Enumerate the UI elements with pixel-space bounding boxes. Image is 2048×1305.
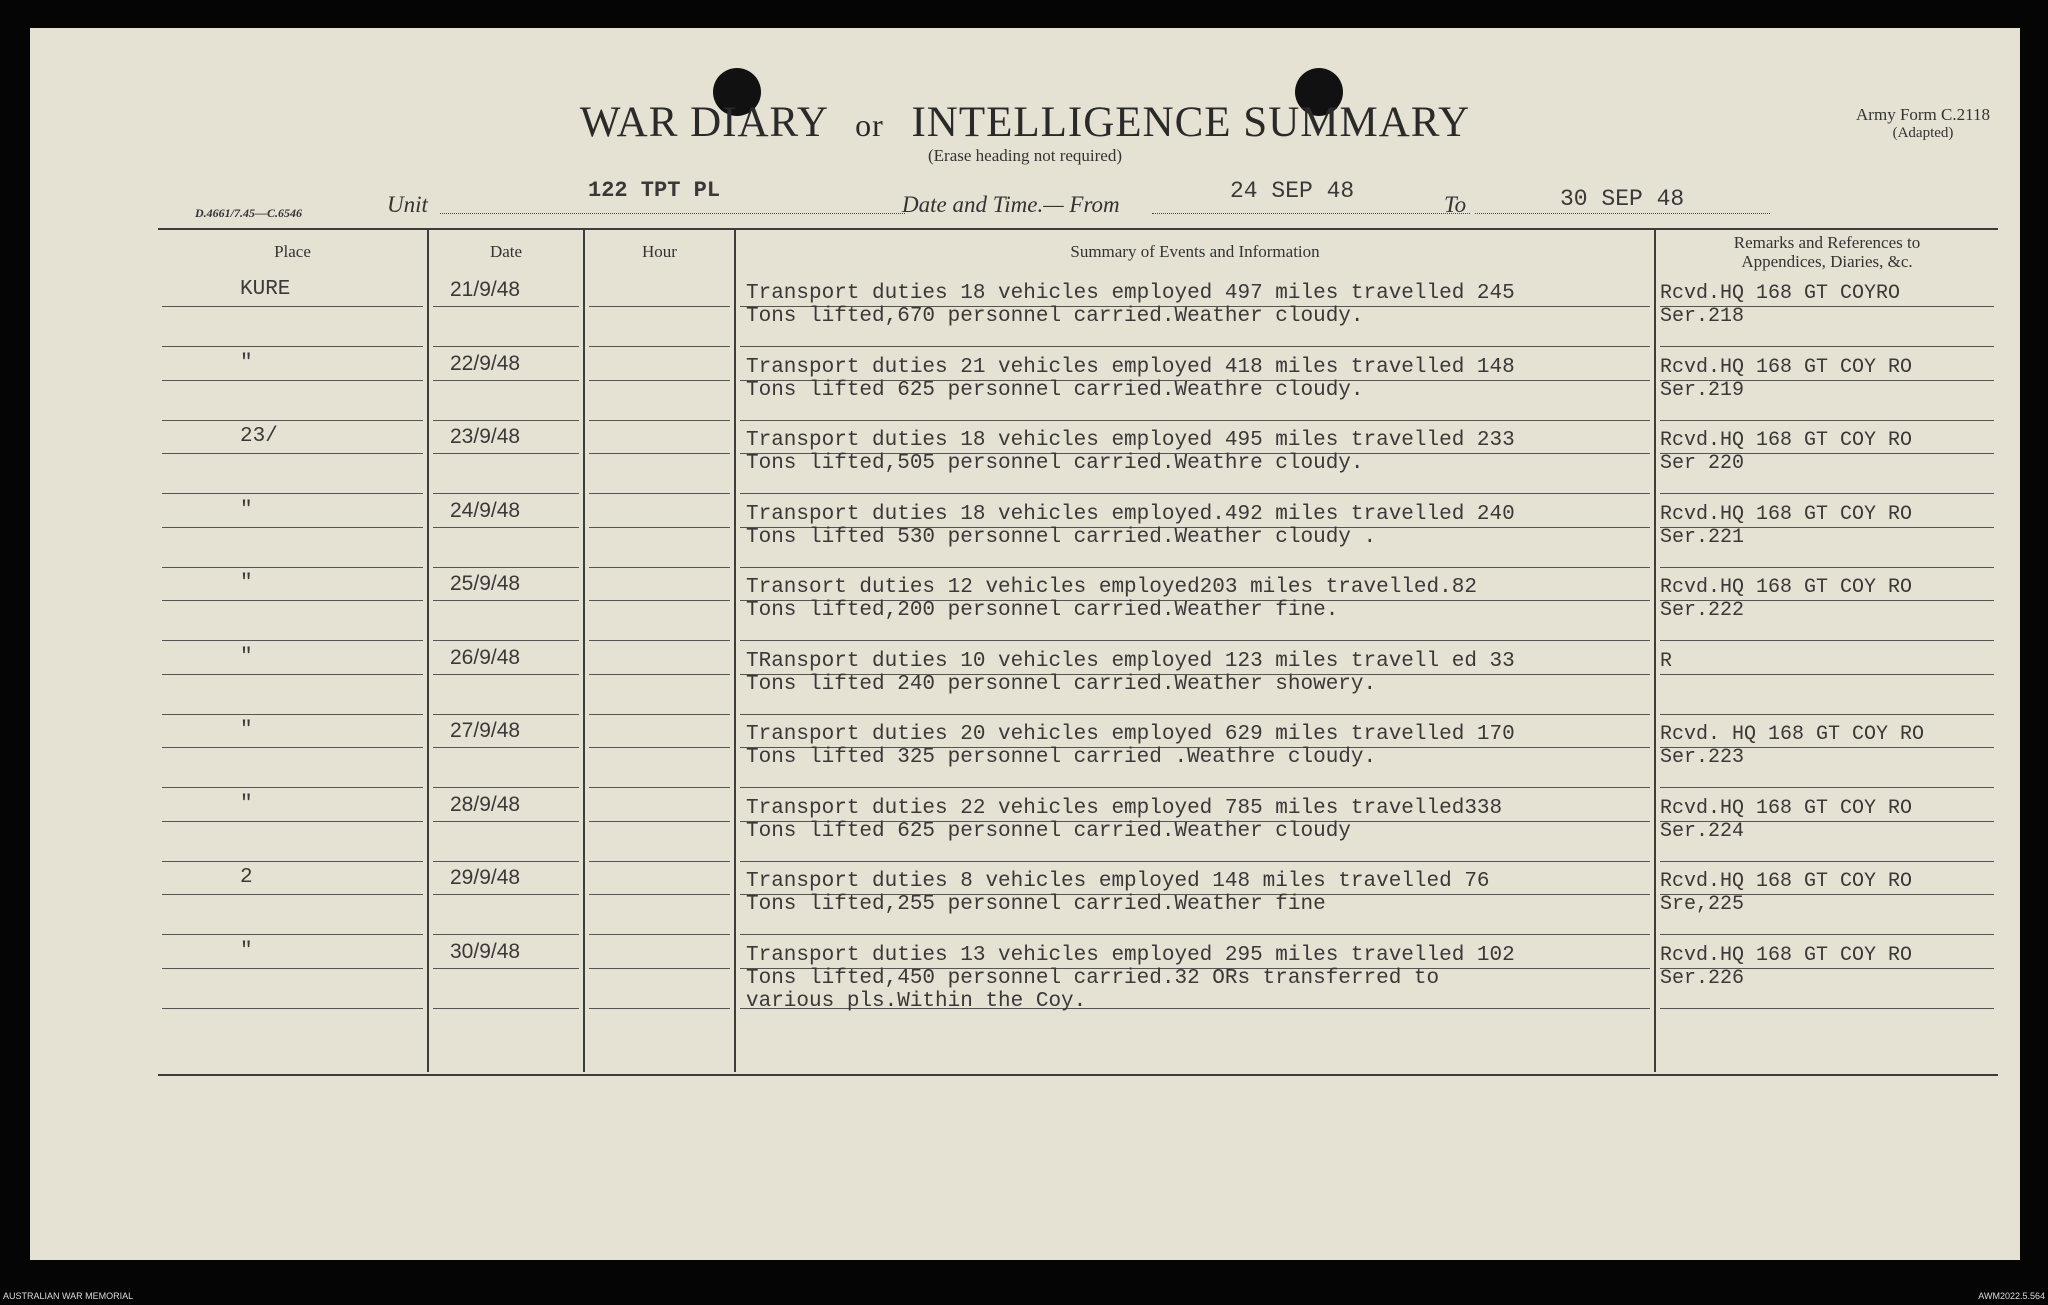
row-rule xyxy=(162,420,423,421)
place-cell: KURE xyxy=(240,278,291,301)
row-rule xyxy=(162,453,423,454)
summary-line: Tons lifted,255 personnel carried.Weather fine xyxy=(746,893,1326,916)
unit-label: Unit xyxy=(387,192,428,217)
unit-dotted-line xyxy=(440,213,905,214)
row-rule xyxy=(433,1008,579,1009)
date-cell: 30/9/48 xyxy=(450,939,521,963)
row-rule xyxy=(162,493,423,494)
summary-line: Transport duties 13 vehicles employed 295 miles travelled 102 xyxy=(746,943,1515,967)
row-rule xyxy=(589,787,730,788)
remarks-line: Ser 220 xyxy=(1660,452,1745,475)
summary-line: Transport duties 18 vehicles employed 497 miles travelled 245 xyxy=(746,282,1515,305)
summary-line: Tons lifted,505 personnel carried.Weathre cloudy. xyxy=(746,452,1364,475)
summary-line: Tons lifted,670 personnel carried.Weather cloudy. xyxy=(746,305,1364,328)
row-rule xyxy=(433,714,579,715)
header-summary: Summary of Events and Information xyxy=(1070,242,1320,261)
summary-line: Transport duties 20 vehicles employed 629 miles travelled 170 xyxy=(746,723,1515,746)
row-rule xyxy=(740,861,1650,862)
place-cell: " xyxy=(240,645,253,669)
remarks-line: Sre,225 xyxy=(1660,893,1745,916)
row-rule xyxy=(162,306,423,307)
row-rule xyxy=(589,968,730,969)
row-rule xyxy=(162,527,423,528)
army-form-label: Army Form C.2118 (Adapted) xyxy=(1856,105,1990,141)
row-rule xyxy=(433,346,579,347)
row-rule xyxy=(433,420,579,421)
row-rule xyxy=(433,640,579,641)
row-rule xyxy=(740,346,1650,347)
row-rule xyxy=(1660,346,1994,347)
row-rule xyxy=(589,821,730,822)
row-rule xyxy=(162,1008,423,1009)
table-bottom-rule xyxy=(158,1074,1998,1076)
row-rule xyxy=(1660,714,1994,715)
row-rule xyxy=(589,894,730,895)
row-rule xyxy=(589,306,730,307)
remarks-line: Rcvd.HQ 168 GT COY RO xyxy=(1660,870,1913,893)
row-rule xyxy=(162,787,423,788)
from-value: 24 SEP 48 xyxy=(1230,178,1355,204)
row-rule xyxy=(162,714,423,715)
form-number: D.4661/7.45—C.6546 xyxy=(195,206,303,220)
row-rule xyxy=(433,600,579,601)
row-rule xyxy=(1660,493,1994,494)
date-cell: 28/9/48 xyxy=(450,792,521,816)
header-remarks: Remarks and References to Appendices, Diaries, &c. xyxy=(1733,233,1921,271)
row-rule xyxy=(740,640,1650,641)
row-rule xyxy=(589,453,730,454)
row-rule xyxy=(433,968,579,969)
row-rule xyxy=(162,640,423,641)
row-rule xyxy=(162,894,423,895)
summary-line: Transport duties 18 vehicles employed.492 miles travelled 240 xyxy=(746,502,1515,526)
header-hour: Hour xyxy=(642,242,677,261)
row-rule xyxy=(162,934,423,935)
place-cell: 23/ xyxy=(240,425,278,448)
diary-page xyxy=(30,28,2020,1260)
place-cell: " xyxy=(240,719,253,742)
summary-line: Transort duties 12 vehicles employed203 miles travelled.82 xyxy=(746,576,1477,599)
summary-line: Transport duties 8 vehicles employed 148 miles travelled 76 xyxy=(746,870,1490,893)
summary-line: Transport duties 22 vehicles employed 785 miles travelled338 xyxy=(746,796,1503,820)
summary-line: TRansport duties 10 vehicles employed 123 miles travell ed 33 xyxy=(746,649,1515,673)
row-rule xyxy=(433,894,579,895)
date-cell: 29/9/48 xyxy=(450,866,521,889)
summary-line: Tons lifted 625 personnel carried.Weathre cloudy. xyxy=(746,378,1364,402)
date-cell: 22/9/48 xyxy=(450,351,521,375)
row-rule xyxy=(1660,420,1994,421)
remarks-line: Ser.223 xyxy=(1660,746,1745,769)
row-rule xyxy=(433,493,579,494)
summary-line: various pls.Within the Coy. xyxy=(746,989,1087,1013)
remarks-line: Ser.221 xyxy=(1660,525,1745,549)
page-subtitle: (Erase heading not required) xyxy=(928,146,1122,165)
row-rule xyxy=(433,861,579,862)
from-dotted-line xyxy=(1152,213,1470,214)
summary-line: Tons lifted 625 personnel carried.Weather cloudy xyxy=(746,819,1351,843)
row-rule xyxy=(740,420,1650,421)
row-rule xyxy=(433,567,579,568)
summary-line: Tons lifted 530 personnel carried.Weather cloudy . xyxy=(746,525,1377,549)
to-label: To xyxy=(1444,192,1467,217)
remarks-line: Ser.222 xyxy=(1660,599,1745,622)
remarks-line: Rcvd.HQ 168 GT COY RO xyxy=(1660,429,1913,452)
row-rule xyxy=(740,714,1650,715)
row-rule xyxy=(740,493,1650,494)
summary-line: Transport duties 18 vehicles employed 495 miles travelled 233 xyxy=(746,429,1515,452)
date-cell: 26/9/48 xyxy=(450,645,521,669)
footer-reference: AWM2022.5.564 xyxy=(1978,1291,2045,1301)
date-cell: 24/9/48 xyxy=(450,498,521,522)
row-rule xyxy=(589,861,730,862)
summary-line: Transport duties 21 vehicles employed 418 miles travelled 148 xyxy=(746,355,1515,379)
remarks-line: Rcvd.HQ 168 GT COY RO xyxy=(1660,796,1913,820)
page-title: WAR DIARY or INTELLIGENCE SUMMARY xyxy=(579,99,1471,146)
row-rule xyxy=(162,600,423,601)
row-rule xyxy=(589,934,730,935)
place-cell: " xyxy=(240,939,253,963)
row-rule xyxy=(433,934,579,935)
row-rule xyxy=(589,600,730,601)
row-rule xyxy=(162,821,423,822)
header-date: Date xyxy=(489,242,523,261)
row-rule xyxy=(740,567,1650,568)
table-top-rule xyxy=(158,228,1998,230)
remarks-line: Ser.219 xyxy=(1660,378,1745,402)
remarks-line: Rcvd.HQ 168 GT COYRO xyxy=(1660,282,1901,305)
row-rule xyxy=(589,674,730,675)
row-rule xyxy=(1660,934,1994,935)
row-rule xyxy=(589,714,730,715)
remarks-line: R xyxy=(1660,649,1673,673)
row-rule xyxy=(589,747,730,748)
row-rule xyxy=(1660,567,1994,568)
row-rule xyxy=(433,380,579,381)
remarks-line: Ser.224 xyxy=(1660,819,1745,843)
summary-line: Tons lifted,450 personnel carried.32 ORs transferred to xyxy=(746,966,1440,990)
row-rule xyxy=(1660,787,1994,788)
row-rule xyxy=(740,787,1650,788)
summary-line: Tons lifted,200 personnel carried.Weather fine. xyxy=(746,599,1339,622)
remarks-line: Rcvd.HQ 168 GT COY RO xyxy=(1660,943,1913,967)
row-rule xyxy=(162,346,423,347)
row-rule xyxy=(740,934,1650,935)
row-rule xyxy=(1660,861,1994,862)
row-rule xyxy=(433,674,579,675)
date-time-label: Date and Time.— From xyxy=(902,192,1120,217)
row-rule xyxy=(1660,1008,1994,1009)
date-cell: 23/9/48 xyxy=(450,425,521,448)
row-rule xyxy=(433,527,579,528)
row-rule xyxy=(433,453,579,454)
row-rule xyxy=(1660,640,1994,641)
place-cell: " xyxy=(240,792,253,816)
row-rule xyxy=(589,640,730,641)
to-dotted-line xyxy=(1475,213,1770,214)
header-place: Place xyxy=(274,242,311,261)
row-rule xyxy=(162,968,423,969)
remarks-line: Rcvd.HQ 168 GT COY RO xyxy=(1660,502,1913,526)
remarks-line: Ser.226 xyxy=(1660,966,1745,990)
row-rule xyxy=(162,861,423,862)
row-rule xyxy=(162,674,423,675)
row-rule xyxy=(589,420,730,421)
row-rule xyxy=(162,380,423,381)
place-cell: 2 xyxy=(240,866,253,889)
date-cell: 27/9/48 xyxy=(450,719,521,742)
place-cell: " xyxy=(240,351,253,375)
row-rule xyxy=(162,747,423,748)
row-rule xyxy=(433,787,579,788)
remarks-line: Rcvd.HQ 168 GT COY RO xyxy=(1660,355,1913,379)
row-rule xyxy=(589,493,730,494)
row-rule xyxy=(589,527,730,528)
remarks-line: Ser.218 xyxy=(1660,305,1745,328)
place-cell: " xyxy=(240,498,253,522)
row-rule xyxy=(589,380,730,381)
to-value: 30 SEP 48 xyxy=(1560,186,1685,212)
date-cell: 25/9/48 xyxy=(450,572,521,595)
footer-credit: AUSTRALIAN WAR MEMORIAL xyxy=(3,1291,134,1301)
column-divider xyxy=(1654,230,1656,1072)
row-rule xyxy=(589,346,730,347)
remarks-line: Rcvd. HQ 168 GT COY RO xyxy=(1660,723,1925,746)
row-rule xyxy=(589,567,730,568)
column-divider xyxy=(734,230,736,1072)
remarks-line: Rcvd.HQ 168 GT COY RO xyxy=(1660,576,1913,599)
summary-line: Tons lifted 325 personnel carried .Weathre cloudy. xyxy=(746,746,1377,769)
row-rule xyxy=(433,306,579,307)
column-divider xyxy=(583,230,585,1072)
column-divider xyxy=(427,230,429,1072)
row-rule xyxy=(162,567,423,568)
row-rule xyxy=(433,747,579,748)
place-cell: " xyxy=(240,572,253,595)
row-rule xyxy=(433,821,579,822)
date-cell: 21/9/48 xyxy=(450,278,521,301)
summary-line: Tons lifted 240 personnel carried.Weather showery. xyxy=(746,672,1377,696)
row-rule xyxy=(1660,674,1994,675)
unit-value: 122 TPT PL xyxy=(588,178,721,203)
row-rule xyxy=(589,1008,730,1009)
